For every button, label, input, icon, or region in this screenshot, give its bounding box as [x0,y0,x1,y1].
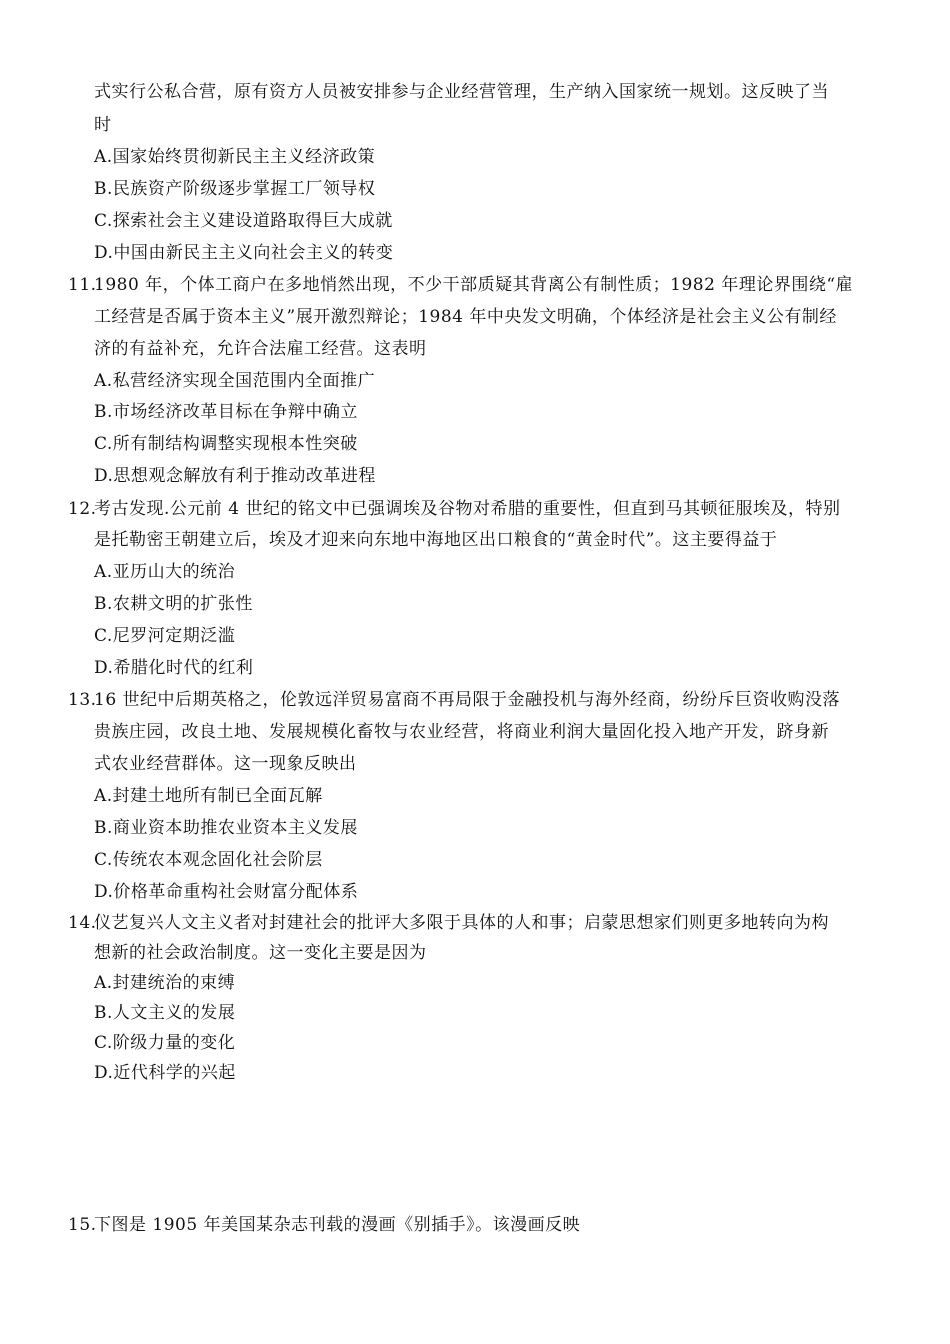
question-text-line: 式农业经营群体。这一现象反映出 [94,754,357,774]
question-text-line: 1980 年，个体工商户在多地悄然出现，不少干部质疑其背离公有制性质；1982 年理论界围绕“雇 [94,275,854,295]
question-text-line: 16 世纪中后期英格之，伦敦远洋贸易富商不再局限于金融投机与海外经商，纷纷斥巨资收购没落 [94,690,841,710]
question-number: 15. [68,1215,97,1235]
question-text-line: 考古发现.公元前 4 世纪的铭文中已强调埃及谷物对希腊的重要性，但直到马其顿征服埃及，特别 [94,499,841,519]
option-c: C.所有制结构调整实现根本性突破 [94,434,358,454]
option-b: B.商业资本助推农业资本主义发展 [94,818,358,838]
question-text-line: 想新的社会政治制度。这一变化主要是因为 [94,943,427,963]
question-text-line: 济的有益补充，允许合法雇工经营。这表明 [94,339,427,359]
option-a: A.私营经济实现全国范围内全面推广 [94,371,376,391]
question-text-line: 时 [94,115,112,135]
option-c: C.传统农本观念固化社会阶层 [94,850,323,870]
question-text-line: 式实行公私合营，原有资方人员被安排参与企业经营管理，生产纳入国家统一规划。这反映了当 [94,82,829,102]
option-b: B.市场经济改革目标在争辩中确立 [94,402,358,422]
question-number: 12. [68,499,97,519]
question-number: 14. [68,913,97,933]
option-a: A.封建统治的束缚 [94,973,236,993]
option-d: D.思想观念解放有利于推动改革进程 [94,466,376,486]
option-c: C.探索社会主义建设道路取得巨大成就 [94,211,393,231]
question-text-line: 工经营是否属于资本主义”展开激烈辩论；1984 年中央发文明确，个体经济是社会主义公有制经 [94,307,837,327]
question-text-line: 下图是 1905 年美国某杂志刊载的漫画《别插手》。该漫画反映 [94,1215,581,1235]
option-a: A.亚历山大的统治 [94,562,236,582]
option-b: B.人文主义的发展 [94,1003,236,1023]
option-d: D.价格革命重构社会财富分配体系 [94,882,359,902]
option-b: B.农耕文明的扩张性 [94,594,253,614]
option-d: D.中国由新民主主义向社会主义的转变 [94,243,394,263]
question-text-line: 是托勒密王朝建立后，埃及才迎来向东地中海地区出口粮食的“黄金时代”。这主要得益于 [94,530,778,550]
option-d: D.希腊化时代的红利 [94,658,254,678]
option-d: D.近代科学的兴起 [94,1063,236,1083]
question-number: 13. [68,690,97,710]
option-b: B.民族资产阶级逐步掌握工厂领导权 [94,179,376,199]
option-a: A.封建土地所有制已全面瓦解 [94,786,323,806]
option-a: A.国家始终贯彻新民主主义经济政策 [94,147,376,167]
question-number: 11. [68,275,97,295]
option-c: C.尼罗河定期泛滥 [94,626,236,646]
question-text-line: 仪艺复兴人文主义者对封建社会的批评大多限于具体的人和事；启蒙思想家们则更多地转向为构 [94,913,829,933]
option-c: C.阶级力量的变化 [94,1033,236,1053]
question-text-line: 贵族庄园，改良土地、发展规模化畜牧与农业经营，将商业利润大量固化投入地产开发，跻身新 [94,722,829,742]
